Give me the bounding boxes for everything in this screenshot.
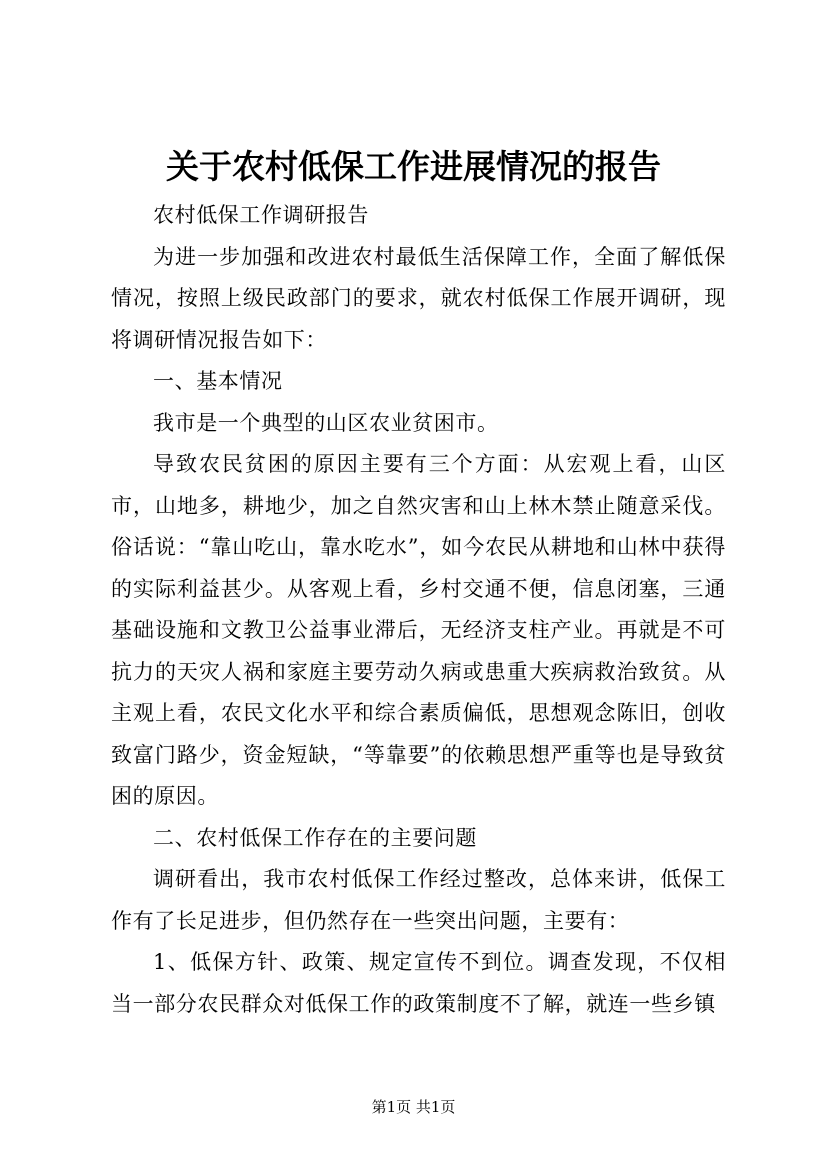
section-heading-main-problems: 二、农村低保工作存在的主要问题	[153, 825, 477, 850]
document-body	[111, 195, 726, 1025]
page-footer: 第1页 共1页	[371, 1098, 456, 1116]
paragraph-intro: 为进一步加强和改进农村最低生活保障工作，全面了解低保情况，按照上级民政部门的要求，就农村低保工作展开调研，现将调研情况报告如下：	[111, 244, 726, 352]
paragraph-poverty-causes: 导致农民贫困的原因主要有三个方面：从宏观上看，山区市，山地多，耕地少，加之自然灾害和山上林木禁止随意采伐。俗话说：“靠山吃山，靠水吃水”，如今农民从耕地和山林中获得的实际利益甚少。从客观上看，乡村交通不便，信息闭塞，三通基础设施和文教卫公益事业滞后，无经济支柱产业。再就是不可抗力的天灾人祸和家庭主要劳动久病或患重大疾病救治致贫。从主观上看，农民文化水平和综合素质偏低，思想观念陈旧，创收致富门路少，资金短缺，“等靠要”的依赖思想严重等也是导致贫困的原因。	[111, 452, 726, 808]
paragraph-subtitle: 农村低保工作调研报告	[153, 203, 369, 227]
paragraph-problems-summary: 调研看出，我市农村低保工作经过整改，总体来讲，低保工作有了长足进步，但仍然存在一些突出问题，主要有：	[111, 867, 726, 933]
paragraph-city-overview: 我市是一个典型的山区农业贫困市。	[153, 410, 499, 435]
section-heading-basic-situation: 一、基本情况	[153, 369, 283, 393]
paragraph-problem-1: 1、低保方针、政策、规定宣传不到位。调查发现，不仅相当一部分农民群众对低保工作的政策制度不了解，就连一些乡镇	[111, 950, 726, 1016]
document-title: 关于农村低保工作进展情况的报告	[166, 147, 661, 186]
